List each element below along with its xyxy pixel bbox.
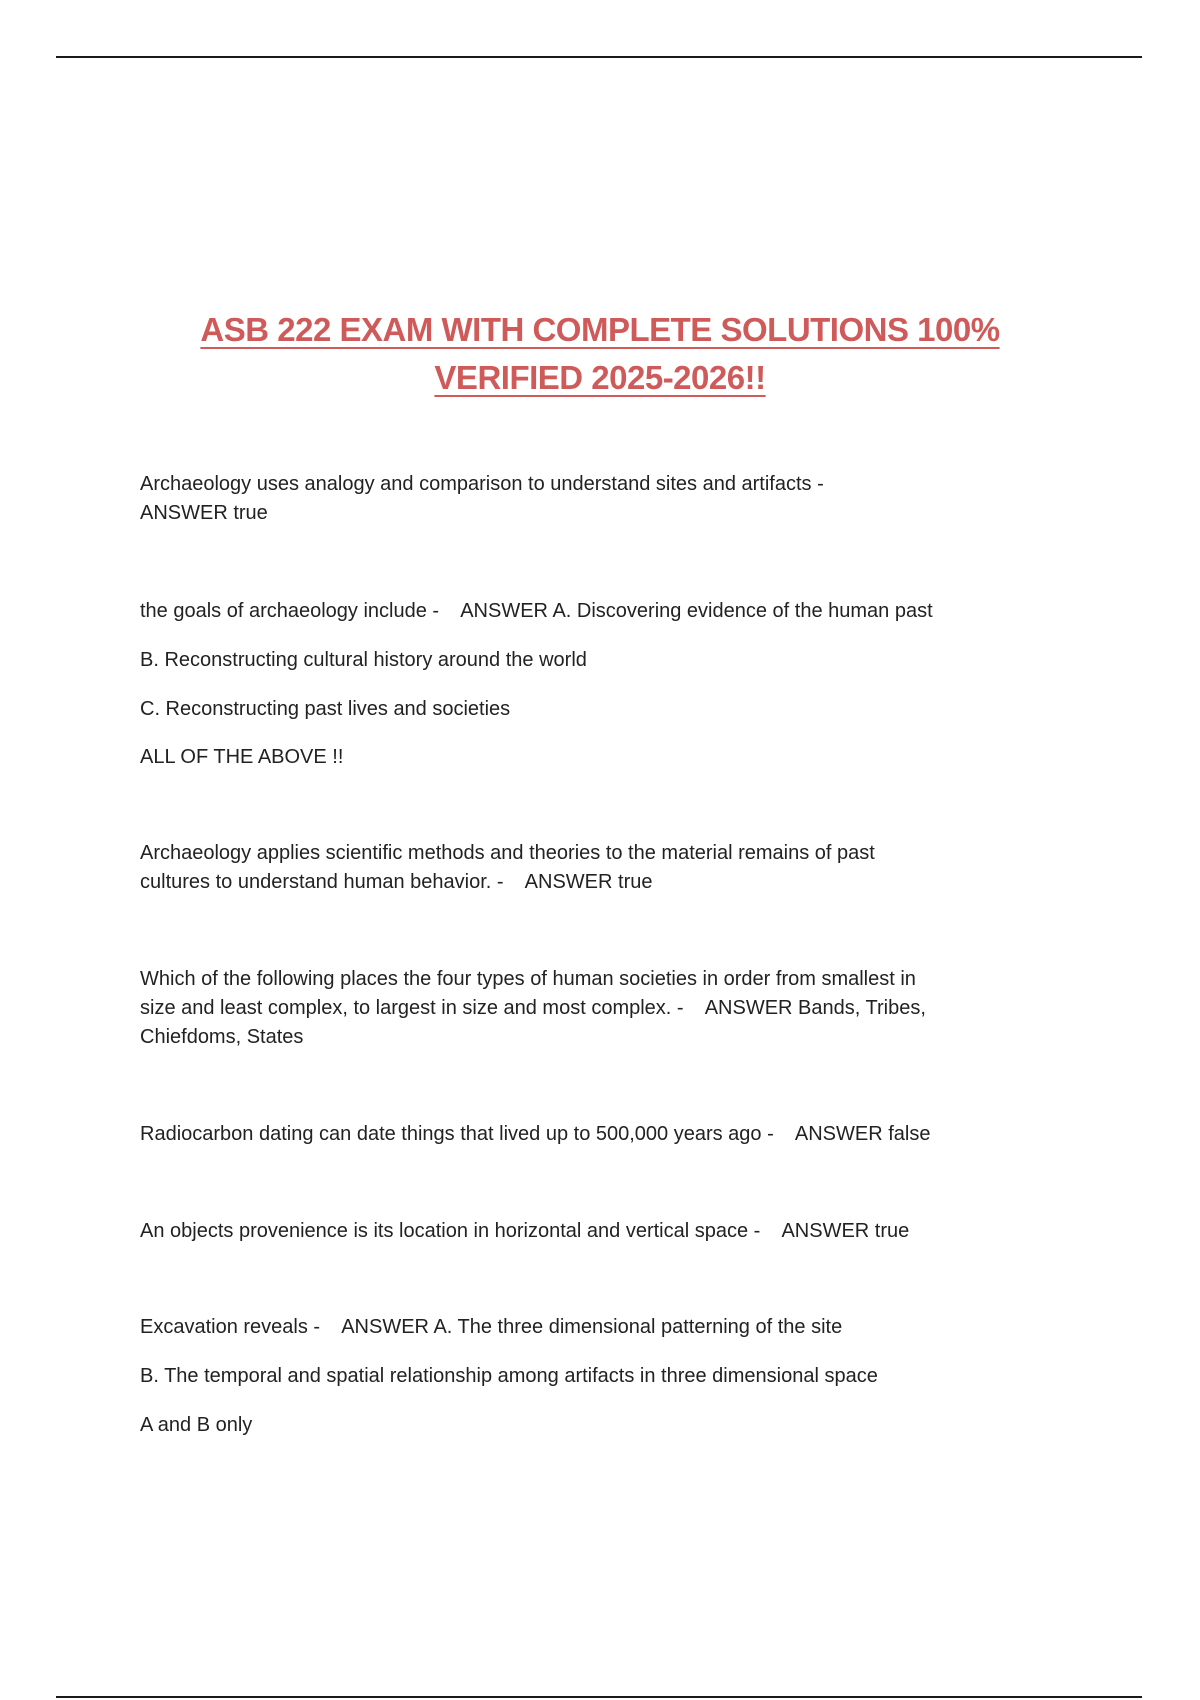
qa-answer-a-and-b: A and B only — [140, 1414, 253, 1436]
document-title-line-2: VERIFIED 2025-2026!! — [434, 359, 766, 396]
qa-item-goals: the goals of archaeology include - ANSWER A. Discovering evidence of the human past — [140, 600, 933, 622]
qa-item-scientific-methods: Archaeology applies scientific methods and theories to the material remains of past cultures to understand human behavior. - ANSWER true — [140, 842, 875, 893]
qa-item-analogy: Archaeology uses analogy and comparison to understand sites and artifacts - ANSWER true — [140, 473, 824, 524]
qa-item-excavation: Excavation reveals - ANSWER A. The three dimensional patterning of the site — [140, 1316, 843, 1338]
qa-option-b: B. Reconstructing cultural history around the world — [140, 649, 587, 671]
bottom-rule — [56, 1696, 1142, 1698]
document-title-line-1: ASB 222 EXAM WITH COMPLETE SOLUTIONS 100% — [200, 311, 1000, 348]
qa-option-b-excavation: B. The temporal and spatial relationship among artifacts in three dimensional space — [140, 1365, 878, 1387]
top-rule — [56, 56, 1142, 58]
qa-option-c: C. Reconstructing past lives and societies — [140, 698, 511, 720]
qa-item-radiocarbon: Radiocarbon dating can date things that lived up to 500,000 years ago - ANSWER false — [140, 1123, 931, 1145]
qa-item-societies: Which of the following places the four types of human societies in order from smallest in size and least complex, to largest in size and most complex. - ANSWER Bands, Tribes, Chiefdoms, States — [140, 968, 926, 1048]
qa-answer-all: ALL OF THE ABOVE !! — [140, 746, 344, 768]
qa-item-provenience: An objects provenience is its location in horizontal and vertical space - ANSWER true — [140, 1220, 910, 1242]
document-title — [100, 306, 1100, 402]
